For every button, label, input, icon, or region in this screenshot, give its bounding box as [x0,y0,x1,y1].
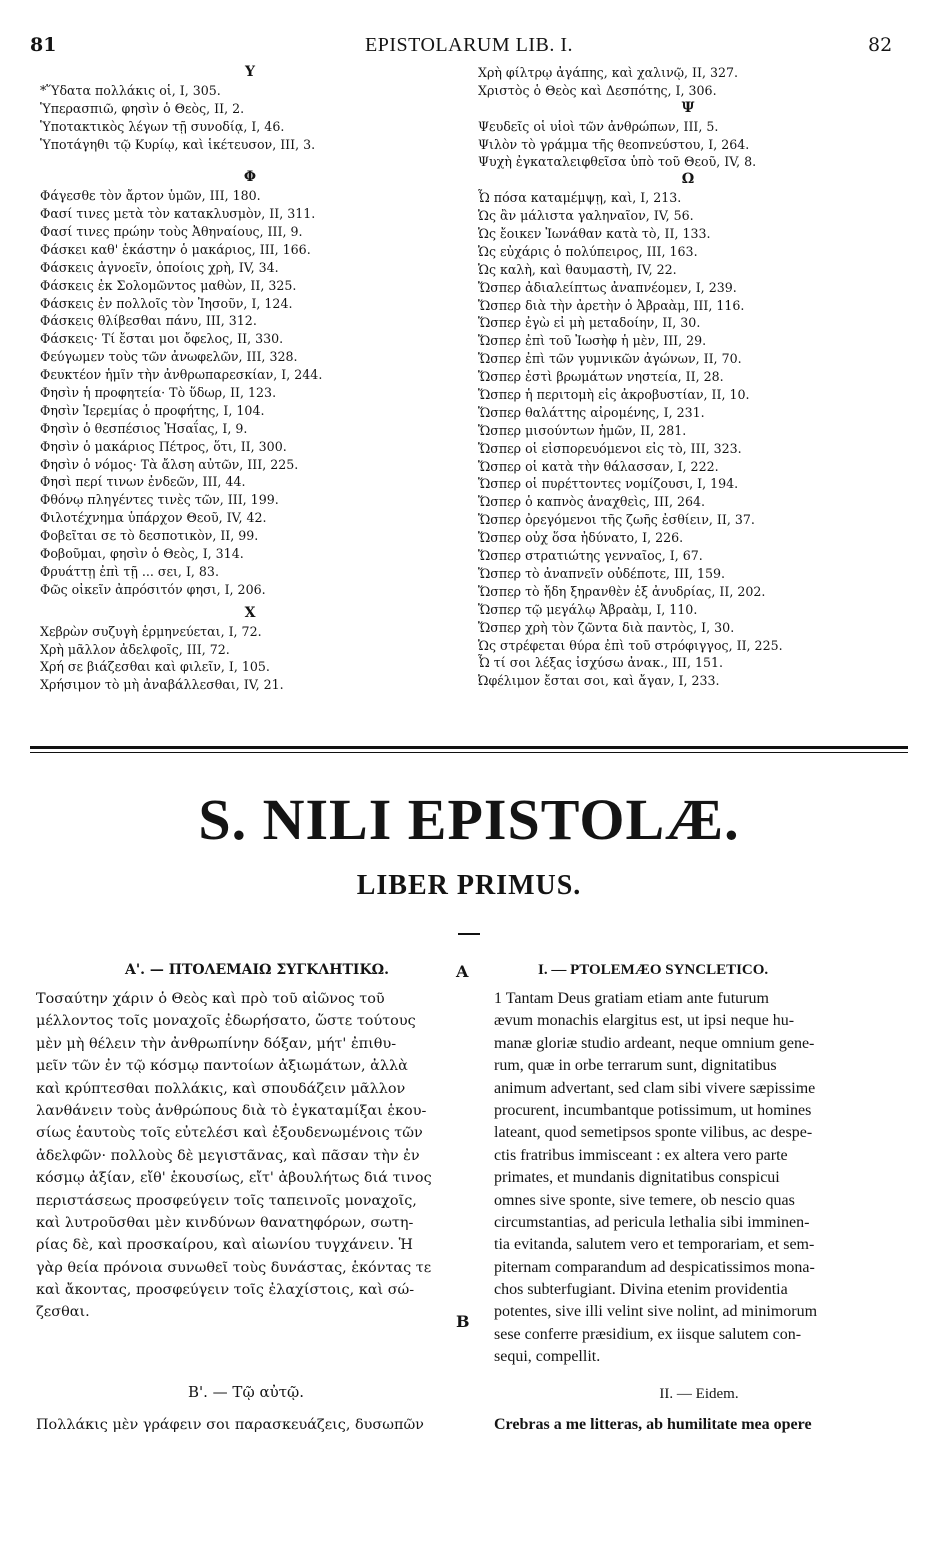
index-entry: Ὑπερασπιῶ, φησὶν ὁ Θεὸς, II, 2. [40,100,245,116]
latin-text-line: animum advertant, sed clam sibi vivere sæpissime [494,1079,816,1097]
index-entry: Χριστὸς ὁ Θεὸς καὶ Δεσπότης, I, 306. [478,82,717,98]
index-entry: Ὥσπερ στρατιώτης γενναῖος, I, 67. [478,548,703,564]
greek-text-line: καὶ κρύπτεσθαι πολλάκις, καὶ σπουδάζειν μᾶλλον [36,1080,406,1097]
index-entry: Φάσκεις θλίβεσθαι πάνυ, III, 312. [40,313,257,329]
index-entry: Ψευδεῖς οἱ υἱοὶ τῶν ἀνθρώπων, III, 5. [478,118,719,134]
greek-text-line: γὰρ θεία πρόνοια συνωθεῖ τοὺς δυνάστας, ἑκόντας τε [36,1259,432,1276]
margin-letter-a: A [456,962,469,981]
index-entry: Ὥσπερ οἱ εἰσπορευόμενοι εἰς τὸ, III, 323. [478,440,742,456]
index-list-chi-continued [478,64,898,100]
index-entry: Φησὶν ὁ θεσπέσιος Ἡσαΐας, I, 9. [40,420,248,436]
index-list-chi [40,623,460,695]
latin-letter-body [494,988,817,1369]
index-entry: Ψιλὸν τὸ γράμμα τῆς θεοπνεύστου, I, 264. [478,136,750,152]
latin-text-line: ævum monachis elargitus est, ut ipsi neque hu- [494,1012,795,1030]
latin-text-line: piternam comparandum ad despicatissimos mona- [494,1258,815,1276]
double-rule-bottom [30,752,908,753]
latin-text-line: lateant, quod semetipsos sponte vilibus, ac despe- [494,1124,813,1142]
index-entry: Ὡς ἂν μάλιστα γαληναῖον, IV, 56. [478,208,694,224]
index-entry: Ὑποτάγηθι τῷ Κυρίῳ, καὶ ἱκέτευσον, III, 3. [40,136,316,152]
index-entry: Χρή σε βιάζεσθαι καὶ φιλεῖν, I, 105. [40,659,270,675]
latin-text-line: chos subterfugiant. Divina etenim providentia [494,1281,788,1299]
index-entry: Φησὶν ὁ νόμος· Τὰ ἄλση αὐτῶν, III, 225. [40,456,299,472]
index-entry: Ὡς καλὴ, καὶ θαυμαστὴ, IV, 22. [478,261,677,277]
greek-letter-heading: Α'. — ΠΤΟΛΕΜΑΙΩ ΣΥΓΚΛΗΤΙΚΩ. [125,962,389,978]
index-entry: Φοβοῦμαι, φησὶν ὁ Θεὸς, I, 314. [40,546,244,562]
index-right-column [478,64,898,690]
index-list-omega [478,189,898,690]
greek-letter-body [36,988,432,1324]
latin-text-line: potentes, sive illi velint sive nolint, ad minimorum [494,1303,818,1321]
greek-text-line: καὶ λυτροῦσθαι μὲν κινδύνων θανατηφόρων, σωτη- [36,1214,414,1231]
latin-text-line: rum, quæ in orbe terrarum sunt, dignitatibus [494,1057,777,1075]
double-rule-top [30,746,908,749]
index-entry: Φασί τινες μετὰ τὸν κατακλυσμὸν, II, 311. [40,206,316,222]
index-entry: Χεβρὼν συζυγὴ ἑρμηνεύεται, I, 72. [40,623,262,639]
section-letter-phi: Φ [243,169,257,186]
book-subtitle: LIBER PRIMUS. [356,870,582,901]
title-dash [458,933,480,935]
index-entry: Ὡς εὐχάρις ὁ πολύπειρος, III, 163. [478,243,698,259]
index-entry: Ὥσπερ ἐστὶ βρωμάτων νηστεία, II, 28. [478,369,724,385]
index-entry: Ὥσπερ μισούντων ἡμῶν, II, 281. [478,422,687,438]
index-entry: Φάγεσθε τὸν ἄρτον ὑμῶν, III, 180. [40,188,261,204]
index-entry: Ὡς ἔοικεν Ἰωνάθαν κατὰ τὸ, II, 133. [478,226,711,242]
latin-text-line: ctis fratribus immisceant : ex altera vero parte [494,1146,788,1164]
index-entry: Ὥσπερ τὸ ἀναπνεῖν οὐδέποτε, III, 159. [478,565,726,581]
greek-text-line: λανθάνειν τοὺς ἀνθρώπους διὰ τὸ ἐγκαταμίξαι ἑκου- [36,1102,427,1119]
latin-text-line: circumstantias, ad pericula lethalia sibi imminen- [494,1213,810,1231]
latin-text-line: primates, et mundanis dignitatibus conspicui [494,1169,780,1187]
greek-text-line: Τοσαύτην χάριν ὁ Θεὸς καὶ πρὸ τοῦ αἰῶνος τοῦ [36,991,385,1007]
latin-text-line: manæ gloriæ studio ardeant, neque omnium gene- [494,1034,815,1052]
index-entry: Ὥσπερ οὐχ ὅσα ἠδύνατο, I, 226. [478,530,684,546]
index-entry: Χρὴ φίλτρῳ ἀγάπης, καὶ χαλινῷ, II, 327. [478,65,739,80]
section-letter-psi: Ψ [681,99,695,116]
section-letter-chi: Χ [244,604,256,621]
greek-second-heading: Β'. — Τῷ αὐτῷ. [187,1383,304,1401]
index-list-upsilon [40,82,460,154]
index-list-phi [40,187,460,598]
index-entry: Φησὶν ἡ προφητεία· Τὸ ὕδωρ, II, 123. [40,385,277,401]
index-left-column [40,64,460,694]
greek-text-line: ἀδελφῶν· πολλοὺς δὲ μεγιστᾶνας, καὶ πᾶσαν τὴν ἐν [36,1147,420,1164]
index-entry: Φάσκεις ἐκ Σολομῶντος μαθὼν, II, 325. [40,277,297,293]
latin-text-line: tia evitanda, salutem vero et temporariam, et sem- [494,1236,815,1254]
margin-letter-b: B [456,1312,470,1331]
index-entry: *Ὕδατα πολλάκις οἱ, I, 305. [40,82,221,98]
index-entry: Ὦ πόσα καταμέμψῃ, καὶ, I, 213. [478,190,682,206]
index-entry: Χρὴ μᾶλλον ἀδελφοῖς, III, 72. [40,641,230,657]
index-entry: Φησὶν ὁ μακάριος Πέτρος, ὅτι, II, 300. [40,438,287,454]
index-entry: Ὥσπερ θαλάττης αἰρομένης, I, 231. [478,404,705,420]
index-entry: Ὥσπερ τὸ ἤδη ξηρανθὲν ἐξ ἀνυδρίας, II, 202. [478,583,766,599]
index-entry: Ὥσπερ ἐγὼ εἰ μὴ μεταδοίην, II, 30. [478,315,701,331]
index-entry: Ὥσπερ τῷ μεγάλῳ Ἀβραὰμ, I, 110. [478,601,698,617]
greek-text-line: σίως ἑαυτοὺς τοῖς εὐτελέσι καὶ ἐξουδενωμένοις τῶν [36,1125,423,1142]
page-number-left: 81 [30,34,57,56]
index-entry: Χρήσιμον τὸ μὴ ἀναβάλλεσθαι, IV, 21. [40,677,284,693]
latin-letter-heading: I. — PTOLEMÆO SYNCLETICO. [538,962,769,978]
running-title: EPISTOLARUM LIB. I. [364,34,574,56]
index-entry: Ὠφέλιμον ἔσται σοι, καὶ ἄγαν, I, 233. [478,673,720,689]
greek-text-line: καὶ ἄκοντας, προσφεύγειν τοῖς ἐλαχίστοις, καὶ σώ- [36,1282,415,1299]
index-entry: Φασί τινες πρώην τοὺς Ἀθηναίους, III, 9. [40,224,303,240]
index-entry: Ὥσπερ οἱ κατὰ τὴν θάλασσαν, I, 222. [478,458,719,474]
greek-text-line: ρίας δὲ, καὶ προσκαίρου, καὶ αἰωνίου τυγχάνειν. Ἡ [36,1237,413,1254]
latin-text-line: sese conferre præsidium, ex iisque salutem con- [494,1325,802,1343]
section-letter-upsilon: Υ [245,64,255,80]
index-entry: Ὑποτακτικὸς λέγων τῇ συνοδίᾳ, I, 46. [40,118,285,134]
greek-text-line: μέλλοντος τοῖς μοναχοῖς ἐδωρήσατο, ὥστε τούτους [36,1013,416,1030]
index-entry: Φησὶν Ἱερεμίας ὁ προφήτης, I, 104. [40,402,265,418]
index-entry: Φάσκεις ἀγνοεῖν, ὁποίοις χρὴ, IV, 34. [40,259,279,275]
index-entry: Φάσκεις· Τί ἔσται μοι ὄφελος, II, 330. [40,331,284,347]
section-letter-omega: Ω [681,171,695,188]
index-entry: Φῶς οἰκεῖν ἀπρόσιτόν φησι, I, 206. [40,581,266,597]
index-entry: Φάσκει καθ' ἑκάστην ὁ μακάριος, III, 166. [40,241,311,257]
index-entry: Ὥσπερ ὁ καπνὸς ἀναχθεὶς, III, 264. [478,494,705,510]
index-entry: Φάσκεις ἐν πολλοῖς τὸν Ἰησοῦν, I, 124. [40,295,293,311]
work-title: S. NILI EPISTOLÆ. [198,787,740,852]
greek-text-line: κόσμῳ ἀξίαν, εἴθ' ἑκουσίως, εἴτ' ἀβουλήτως διά τινος [36,1170,432,1187]
index-entry: Ψυχὴ ἐγκαταλειφθεῖσα ὑπὸ τοῦ Θεοῦ, IV, 8. [478,154,757,170]
index-entry: Φεύγωμεν τοὺς τῶν ἀνωφελῶν, III, 328. [40,349,298,365]
latin-second-line: Crebras a me litteras, ab humilitate mea opere [494,1416,812,1433]
page-number-right: 82 [868,34,893,56]
index-entry: Φρυάττῃ ἐπὶ τῇ ... σει, I, 83. [40,563,219,579]
index-entry: Ὥσπερ ἐπὶ τοῦ Ἰωσὴφ ἡ μὲν, III, 29. [478,333,707,349]
greek-text-line: περιστάσεως προσφεύγειν τοῖς ταπεινοῖς μοναχοῖς, [36,1192,417,1209]
index-entry: Ὥσπερ ἀδιαλείπτως ἀναπνέομεν, I, 239. [478,279,737,295]
index-entry: Ὥσπερ ἐπὶ τῶν γυμνικῶν ἀγώνων, II, 70. [478,351,742,367]
index-entry: Φησὶ περί τινων ἐνδεῶν, III, 44. [40,474,246,490]
index-entry: Ὥσπερ οἱ πυρέττοντες νομίζουσι, I, 194. [478,476,739,492]
latin-text-line: sequi, compellit. [494,1348,601,1366]
index-entry: Ὡς στρέφεται θύρα ἐπὶ τοῦ στρόφιγγος, II, 225. [478,637,783,653]
index-entry: Φοβεῖται σε τὸ δεσποτικὸν, II, 99. [40,528,259,544]
greek-text-line: μεῖν τῶν ἐν τῷ κόσμῳ παντοίων ἀξιωμάτων, ἀλλὰ [36,1058,408,1075]
index-entry: Ὦ τί σοι λέξας ἰσχύσω ἀνακ., III, 151. [478,655,724,671]
greek-second-line: Πολλάκις μὲν γράφειν σοι παρασκευάζεις, δυσωπῶν [36,1417,424,1433]
index-list-psi [478,118,898,172]
index-entry: Φιλοτέχνημα ὑπάρχον Θεοῦ, IV, 42. [40,510,267,526]
index-entry: Ὥσπερ ὀρεγόμενοι τῆς ζωῆς ἐσθίειν, II, 37. [478,512,755,528]
latin-text-line: procurent, incumbantque potissimum, ut homines [494,1101,812,1119]
index-entry: Ὥσπερ ἡ περιτομὴ εἰς ἀκροβυστίαν, II, 10. [478,387,750,403]
index-entry: Ὥσπερ χρὴ τὸν ζῶντα διὰ παντὸς, I, 30. [478,619,735,635]
index-entry: Φευκτέον ἡμῖν τὴν ἀνθρωπαρεσκίαν, I, 244. [40,367,323,383]
index-entry: Ὥσπερ διὰ τὴν ἀρετὴν ὁ Ἀβραὰμ, III, 116. [478,297,745,313]
latin-second-heading: II. — Eidem. [659,1386,739,1402]
greek-text-line: μὲν μὴ θέλειν τὴν ἀνθρωπίνην δόξαν, μήτ' ἐπιθυ- [36,1035,397,1052]
latin-text-line: omnes sive sponte, sive temere, ob nescio quas [494,1191,795,1209]
index-entry: Φθόνῳ πληγέντες τινὲς τῶν, III, 199. [40,492,279,508]
greek-text-line: ζεσθαι. [36,1304,90,1321]
latin-text-line: 1 Tantam Deus gratiam etiam ante futurum [494,990,769,1007]
